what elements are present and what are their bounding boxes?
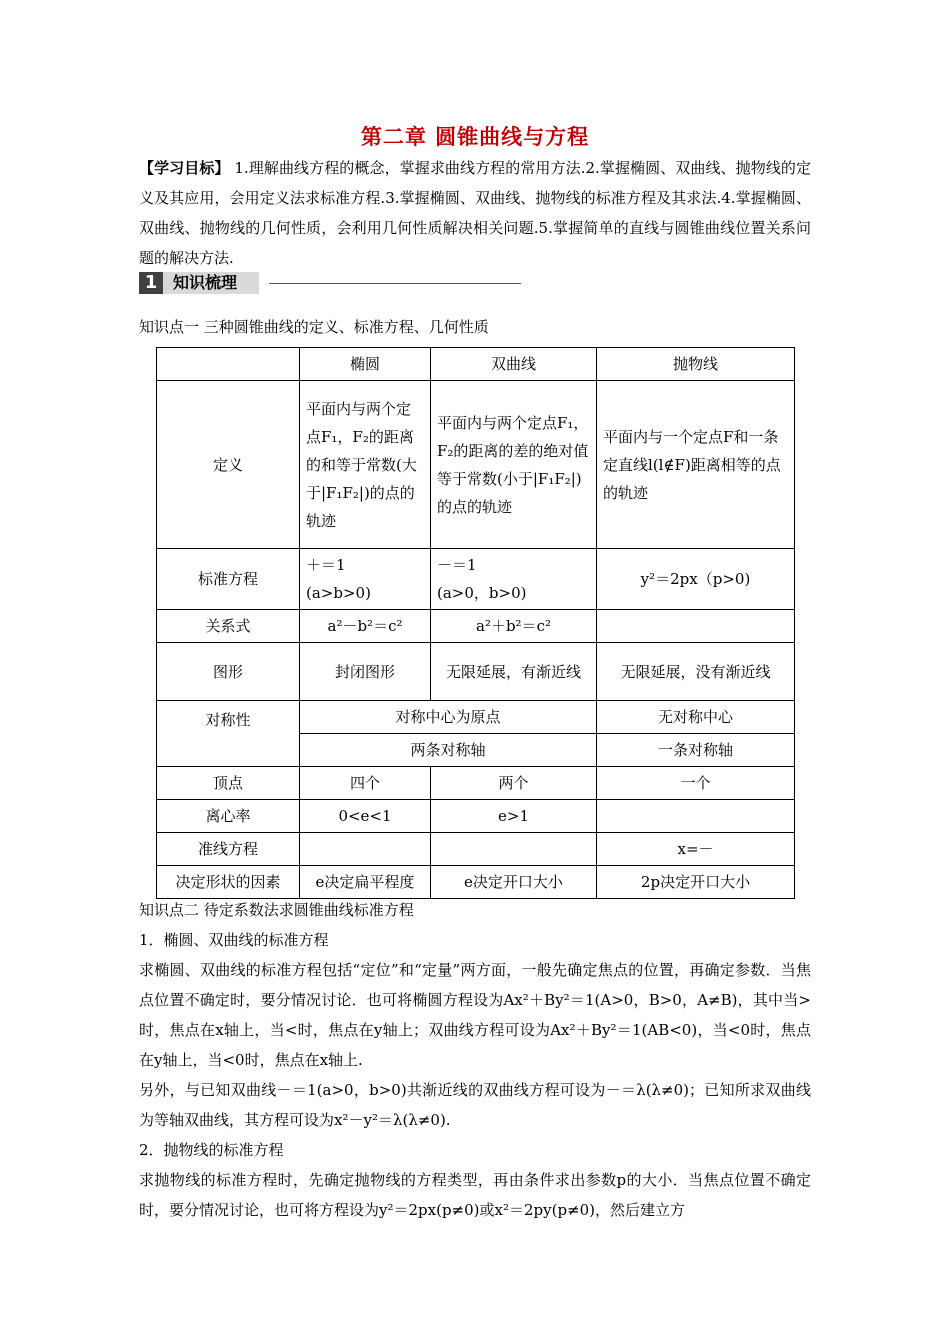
conic-properties-table [156,347,795,899]
table-row [157,833,795,866]
table-cell: x=－ [597,833,795,866]
cell-line: (a>b>0) [306,584,371,602]
table-row [157,610,795,643]
table-cell: 平面内与两个定点F₁，F₂的距离的差的绝对值等于常数(小于|F₁F₂|)的点的轨迹 [431,381,597,549]
table-cell [597,610,795,643]
table-row [157,800,795,833]
row-label: 关系式 [157,610,300,643]
table-cell: 封闭图形 [300,643,431,701]
table-cell: y²＝2px（p>0) [597,549,795,610]
table-cell: e>1 [431,800,597,833]
chapter-title: 第二章 圆锥曲线与方程 [360,125,590,149]
kp1-heading: 知识点一 三种圆锥曲线的定义、标准方程、几何性质 [139,318,489,336]
row-label: 定义 [157,381,300,549]
table-header-cell: 椭圆 [300,348,431,381]
kp2-paragraph-1: 求椭圆、双曲线的标准方程包括“定位”和“定量”两方面，一般先确定焦点的位置，再确定参数．当焦点位置不确定时，要分情况讨论．也可将椭圆方程设为Ax²＋By²＝1(A>0，B>0，A≠B)，其中当>时，焦点在x轴上，当<时，焦点在y轴上；双曲线方程可设为Ax²＋By²＝1(AB<0)，当<0时，焦点在y轴上，当<0时，焦点在x轴上. [139,961,811,1069]
row-label: 决定形状的因素 [157,866,300,899]
table-cell: 无限延展，有渐近线 [431,643,597,701]
table-cell: 一个 [597,767,795,800]
table-cell: a²＋b²＝c² [431,610,597,643]
table-cell: a²－b²＝c² [300,610,431,643]
table-cell: 0<e<1 [300,800,431,833]
table-row [157,767,795,800]
kp2-section [139,895,811,1225]
row-label: 顶点 [157,767,300,800]
table-cell [300,549,431,610]
table-cell: 对称中心为原点 [300,701,597,734]
goals-tag: 【学习目标】 [139,159,230,177]
kp2-heading: 知识点二 待定系数法求圆锥曲线标准方程 [139,901,414,919]
section-label: 知识梳理 [163,272,259,294]
table-cell: 平面内与一个定点F和一条定直线l(l∉F)距离相等的点的轨迹 [597,381,795,549]
kp2-paragraph-3: 求抛物线的标准方程时，先确定抛物线的方程类型，再由条件求出参数p的大小．当焦点位置不确定时，要分情况讨论，也可将方程设为y²＝2px(p≠0)或x²＝2py(p≠0)，然后建立方 [139,1171,811,1219]
learning-goals [139,153,811,273]
table-cell [431,833,597,866]
section-divider [269,283,521,284]
kp2-subheading-1: 1．椭圆、双曲线的标准方程 [139,931,329,949]
table-cell: 两条对称轴 [300,734,597,767]
table-cell: 2p决定开口大小 [597,866,795,899]
table-row [157,701,795,734]
table-cell: 无限延展，没有渐近线 [597,643,795,701]
row-label: 标准方程 [157,549,300,610]
cell-line: ＋＝1 [306,556,346,574]
table-row [157,866,795,899]
row-label-text: 对称性 [205,710,251,729]
table-header-cell: 双曲线 [431,348,597,381]
row-label: 图形 [157,643,300,701]
table-cell: e决定开口大小 [431,866,597,899]
kp2-subheading-2: 2．抛物线的标准方程 [139,1141,284,1159]
table-header-cell [157,348,300,381]
row-label: 准线方程 [157,833,300,866]
cell-line: －＝1 [437,556,477,574]
row-label [157,701,300,767]
table-row [157,549,795,610]
table-cell [431,549,597,610]
table-row [157,643,795,701]
table-cell [597,800,795,833]
table-cell: 平面内与两个定点F₁，F₂的距离的和等于常数(大于|F₁F₂|)的点的轨迹 [300,381,431,549]
kp2-paragraph-2: 另外，与已知双曲线－＝1(a>0，b>0)共渐近线的双曲线方程可设为－＝λ(λ≠0)；已知所求双曲线为等轴双曲线，其方程可设为x²－y²＝λ(λ≠0). [139,1081,811,1129]
cell-line: (a>0，b>0) [437,584,527,602]
table-header-row [157,348,795,381]
table-cell: 两个 [431,767,597,800]
table-cell: e决定扁平程度 [300,866,431,899]
table-cell: 无对称中心 [597,701,795,734]
table-row [157,381,795,549]
table-header-cell: 抛物线 [597,348,795,381]
row-label: 离心率 [157,800,300,833]
section-number: 1 [139,272,163,294]
table-cell [300,833,431,866]
goals-text: 1.理解曲线方程的概念，掌握求曲线方程的常用方法.2.掌握椭圆、双曲线、抛物线的定义及其应用，会用定义法求标准方程.3.掌握椭圆、双曲线、抛物线的标准方程及其求法.4.掌握椭圆、双曲线、抛物线的几何性质，会利用几何性质解决相关问题.5.掌握简单的直线与圆锥曲线位置关系问题的解决方法. [139,159,811,267]
table-cell: 一条对称轴 [597,734,795,767]
table-cell: 四个 [300,767,431,800]
